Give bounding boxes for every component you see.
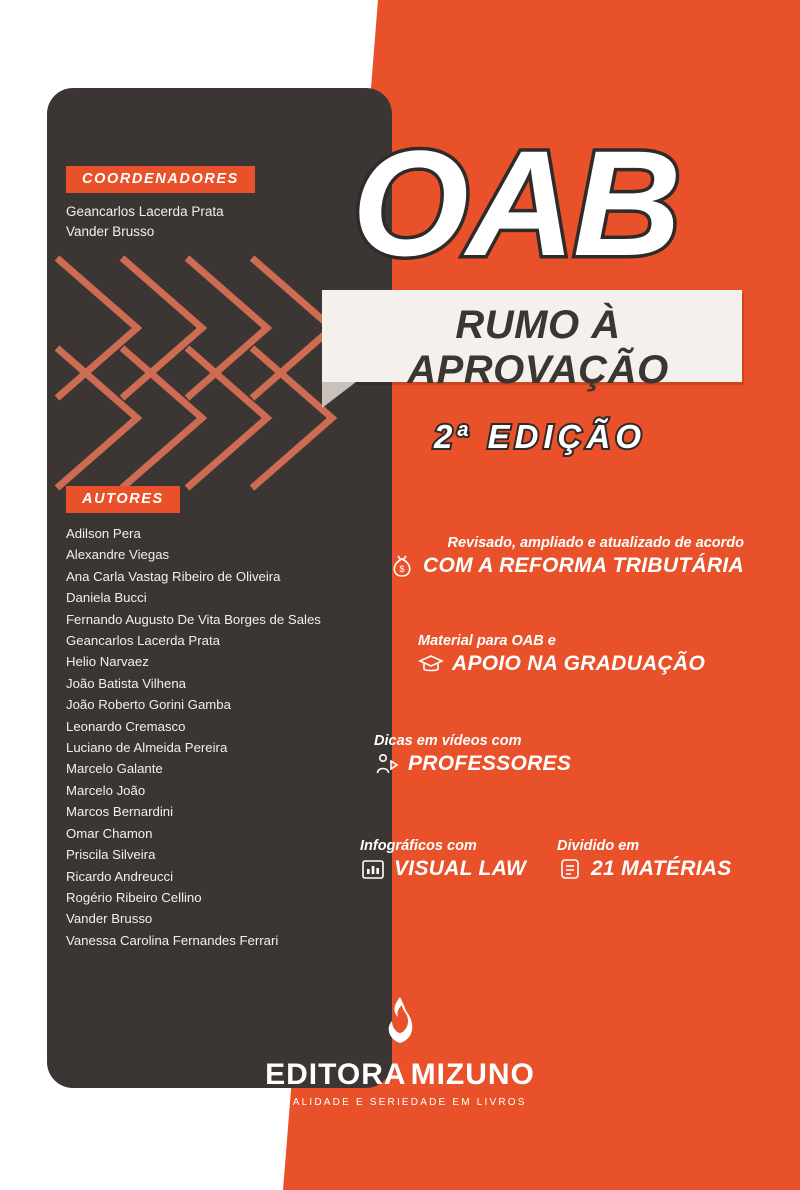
feature-title: 21 MATÉRIAS (591, 857, 732, 880)
feature-subtitle: Dicas em vídeos com (374, 733, 522, 749)
author-name: Marcelo Galante (66, 761, 163, 777)
feature-visual-law (360, 838, 526, 882)
author-name: Ana Carla Vastag Ribeiro de Oliveira (66, 568, 281, 584)
graduation-cap-icon (418, 651, 444, 677)
feature-title: COM A REFORMA TRIBUTÁRIA (423, 554, 744, 577)
feature-video-tips (374, 733, 571, 777)
author-name: Ricardo Andreucci (66, 868, 174, 884)
publisher-tagline: QUALIDADE E SERIEDADE EM LIVROS (273, 1097, 527, 1108)
edition-label (330, 418, 750, 456)
feature-title: PROFESSORES (408, 752, 572, 775)
edition-word: EDIÇÃO (487, 418, 646, 455)
author-name: João Batista Vilhena (66, 675, 186, 691)
author-name: Alexandre Viegas (66, 547, 170, 563)
subtitle-text: RUMO À APROVAÇÃO (407, 303, 669, 392)
flame-icon (372, 995, 428, 1049)
edition-ordinal: a (457, 419, 474, 441)
feature-graduation-support (418, 633, 705, 677)
chevron-pattern-decoration (47, 238, 357, 518)
author-name: Omar Chamon (66, 825, 153, 841)
authors-list (66, 523, 321, 951)
publisher-logo (265, 995, 535, 1108)
feature-title: VISUAL LAW (394, 857, 527, 880)
feature-subjects-count (557, 838, 732, 882)
authors-tag: AUTORES (66, 486, 180, 513)
author-name: Daniela Bucci (66, 590, 147, 606)
edition-number: 2 (434, 418, 458, 455)
author-name: Marcelo João (66, 782, 146, 798)
feature-tax-reform (389, 535, 744, 579)
author-name: Rogério Ribeiro Cellino (66, 889, 202, 905)
author-name: Marcos Bernardini (66, 804, 174, 820)
author-name: Vander Brusso (66, 911, 153, 927)
coordinators-tag: COORDENADORES (66, 166, 255, 193)
author-name: Vanessa Carolina Fernandes Ferrari (66, 932, 279, 948)
feature-subtitle: Material para OAB e (418, 633, 556, 649)
author-name: Adilson Pera (66, 526, 141, 541)
author-name: Geancarlos Lacerda Prata (66, 633, 220, 649)
author-name: Priscila Silveira (66, 847, 156, 863)
money-bag-icon (389, 553, 415, 579)
author-name: Fernando Augusto De Vita Borges de Sales (66, 611, 321, 627)
document-icon (557, 856, 583, 882)
publisher-name-first: EDITORA (265, 1058, 407, 1091)
author-name: Leonardo Cremasco (66, 718, 186, 734)
publisher-name-second: MIZUNO (410, 1058, 535, 1091)
feature-subtitle: Revisado, ampliado e atualizado de acordo (447, 535, 744, 551)
person-play-icon (374, 751, 400, 777)
bar-chart-icon (360, 856, 386, 882)
left-white-margin (0, 0, 30, 1190)
coordinator-name: Vander Brusso (66, 224, 155, 239)
author-name: João Roberto Gorini Gamba (66, 697, 231, 713)
coordinators-list (66, 202, 224, 242)
feature-title: APOIO NA GRADUAÇÃO (452, 652, 706, 675)
feature-subtitle: Infográficos com (360, 838, 477, 854)
coordinator-name: Geancarlos Lacerda Prata (66, 204, 224, 219)
svg-text:$: $ (399, 564, 405, 574)
author-name: Helio Narvaez (66, 654, 149, 670)
page-title: OAB (352, 119, 680, 287)
feature-subtitle: Dividido em (557, 838, 640, 854)
author-name: Luciano de Almeida Pereira (66, 740, 228, 756)
